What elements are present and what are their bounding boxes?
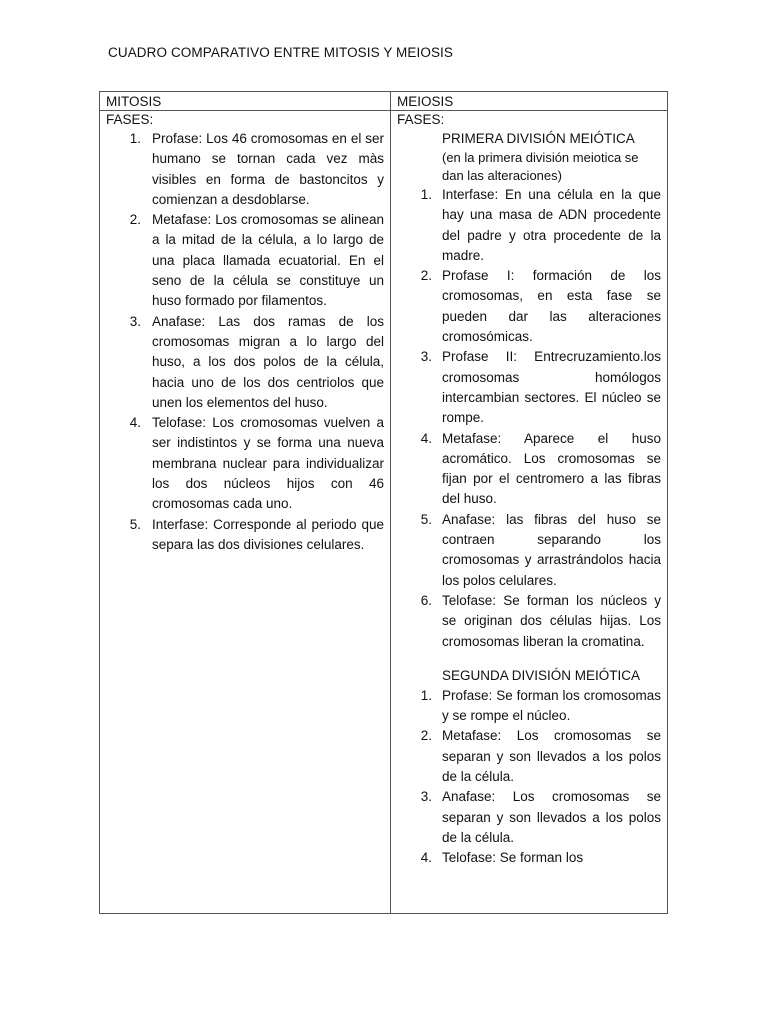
mitosis-column (100, 92, 391, 913)
first-division-note: (en la primera división meiotica se dan las alteraciones) (442, 150, 639, 183)
list-item (420, 429, 661, 510)
list-item-text: Profase I: formación de los cromosomas, en esta fase se pueden dar las alteraciones cromosómicas. (442, 268, 661, 345)
list-item-text: Profase II: Entrecruzamiento.los cromosomas homólogos intercambian sectores. El núcleo se rompe. (442, 349, 661, 426)
page-title: CUADRO COMPARATIVO ENTRE MITOSIS Y MEIOSIS (108, 45, 454, 60)
first-division-phase-list (391, 185, 667, 652)
list-item-number: 4. (420, 430, 432, 446)
list-item-number: 2. (420, 728, 432, 744)
list-item-number: 1. (129, 131, 141, 146)
list-item (420, 266, 661, 347)
list-item-number: 6. (420, 592, 432, 608)
list-item-number: 4. (420, 850, 432, 866)
meiosis-header: MEIOSIS (391, 92, 667, 111)
list-item (129, 413, 384, 514)
list-item-number: 3. (129, 313, 141, 329)
list-item (420, 787, 661, 848)
list-item-text: Telofase: Se forman los núcleos y se originan dos células hijas. Los cromosomas liberan la cromatina. (442, 592, 661, 649)
list-item-text: Metafase: Los cromosomas se alinean a la mitad de la célula, a lo largo de una placa llamada ecuatorial. En el seno de la célula se constituye un huso formado por filamentos. (152, 212, 384, 309)
mitosis-header: MITOSIS (100, 92, 390, 111)
second-division-title: SEGUNDA DIVISIÓN MEIÓTICA (442, 667, 641, 683)
list-item-number: 2. (129, 212, 141, 228)
list-item-text: Anafase: Los cromosomas se separan y son llevados a los polos de la célula. (442, 789, 661, 845)
list-item (129, 515, 384, 556)
list-item (420, 510, 661, 591)
list-item (420, 726, 661, 787)
list-item-text: Anafase: las fibras del huso se contraen separando los cromosomas y arrastrándolos hacia los polos celulares. (442, 511, 661, 588)
second-division-phase-list (391, 686, 667, 869)
list-item-text: Telofase: Los cromosomas vuelven a ser indistintos y se forma una nueva membrana nuclear para individualizar los dos núcleos hijos con 46 cromosomas cada uno. (152, 415, 384, 512)
list-item-number: 4. (129, 415, 141, 431)
list-item-number: 3. (420, 349, 432, 365)
list-item-text: Profase: Se forman los cromosomas y se rompe el núcleo. (442, 687, 661, 724)
list-item-text: Interfase: En una célula en la que hay una masa de ADN procedente del padre y otra procedente de la madre. (442, 187, 661, 263)
mitosis-phase-list (100, 129, 390, 555)
first-division-title: PRIMERA DIVISIÓN MEIÓTICA (442, 131, 635, 146)
mitosis-fases-label: FASES: (106, 112, 154, 127)
meiosis-fases-label: FASES: (397, 112, 445, 127)
list-item (129, 312, 384, 413)
list-item-number: 2. (420, 268, 432, 284)
list-item (129, 210, 384, 311)
meiosis-column (391, 92, 667, 913)
list-item-number: 1. (420, 187, 432, 202)
list-item-number: 5. (420, 511, 432, 527)
list-item (420, 686, 661, 727)
list-item (420, 848, 661, 868)
list-item-text: Profase: Los 46 cromosomas en el ser humano se tornan cada vez màs visibles en forma de bastoncitos y comienzan a desdoblarse. (152, 131, 384, 207)
list-item-text: Anafase: Las dos ramas de los cromosomas migran a lo largo del huso, a los dos polos de la célula, hacia uno de los dos centriolos que unen los elementos del huso. (152, 313, 384, 410)
list-item-number: 3. (420, 789, 432, 805)
list-item-text: Metafase: Aparece el huso acromático. Los cromosomas se fijan por el centromero a las fibras del huso. (442, 430, 661, 507)
list-item (420, 347, 661, 428)
list-item-number: 1. (420, 687, 432, 703)
list-item-text: Telofase: Se forman los (442, 850, 584, 866)
list-item-number: 5. (129, 516, 141, 532)
list-item (420, 185, 661, 266)
list-item-text: Interfase: Corresponde al periodo que separa las dos divisiones celulares. (152, 516, 384, 552)
list-item (420, 591, 661, 652)
list-item (129, 129, 384, 210)
list-item-text: Metafase: Los cromosomas se separan y son llevados a los polos de la célula. (442, 728, 661, 785)
comparison-table (99, 91, 668, 914)
